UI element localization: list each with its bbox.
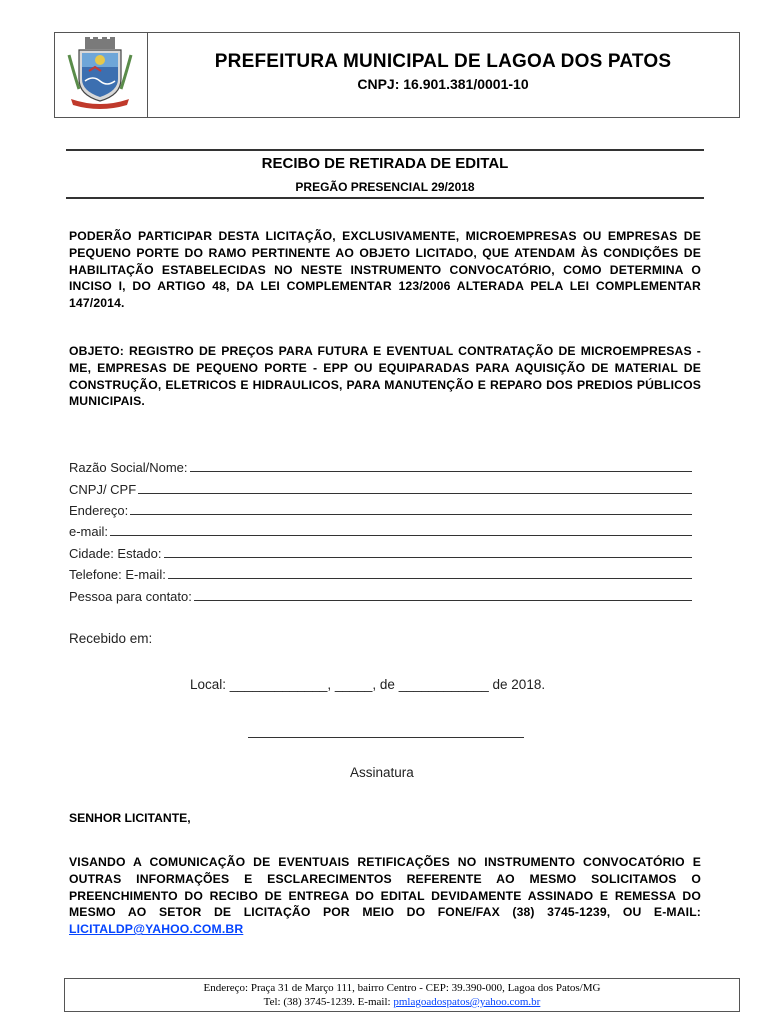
contato-field[interactable] <box>69 584 692 604</box>
cidade-estado-field[interactable] <box>69 541 692 561</box>
footer-email-link[interactable]: pmlagoadospatos@yahoo.com.br <box>393 996 541 1008</box>
telefone-email-label: Telefone: E-mail: <box>69 567 166 582</box>
title-top-rule <box>66 149 704 151</box>
footer-contact <box>65 995 739 1009</box>
notice-text: VISANDO A COMUNICAÇÃO DE EVENTUAIS RETIFICAÇÕES NO INSTRUMENTO CONVOCATÓRIO E OUTRAS INFORMAÇÕES E ESCLARECIMENTOS REFERENTE AO MESMO SOLICITAMOS O PREENCHIMENTO DO RECIBO DE ENTREGA DO EDITAL DEVIDAMENTE ASSINADO E REMESSA DO MESMO AO SETOR DE LICITAÇÃO POR MEIO DO FONE/FAX (38) 3745-1239, OU E-MAIL: <box>69 855 701 920</box>
endereco-label: Endereço: <box>69 503 129 518</box>
local-date-line[interactable]: Local: _____________, _____, de ____________ de 2018. <box>190 677 546 692</box>
letterhead <box>54 32 740 118</box>
licitacao-email-link[interactable]: LICITALDP@YAHOO.COM.BR <box>69 922 244 937</box>
endereco-field[interactable] <box>69 498 692 518</box>
municipal-coat-of-arms-icon <box>65 37 135 109</box>
email-label: e-mail: <box>69 524 109 539</box>
cidade-estado-label: Cidade: Estado: <box>69 546 162 561</box>
logo-cell <box>55 33 148 117</box>
notice-paragraph <box>69 854 701 938</box>
footer <box>64 978 740 1012</box>
org-title: PREFEITURA MUNICIPAL DE LAGOA DOS PATOS <box>214 51 672 72</box>
cnpj-cpf-label: CNPJ/ CPF <box>69 482 137 497</box>
recebido-em-label: Recebido em: <box>69 631 153 646</box>
contato-label: Pessoa para contato: <box>69 589 192 604</box>
senhor-licitante-heading: SENHOR LICITANTE, <box>69 811 191 825</box>
signature-caption: Assinatura <box>350 765 414 780</box>
objeto-paragraph: OBJETO: REGISTRO DE PREÇOS PARA FUTURA E EVENTUAL CONTRATAÇÃO DE MICROEMPRESAS - ME, EMPRESAS DE PEQUENO PORTE - EPP OU EQUIPARADAS PARA AQUISIÇÃO DE MATERIAL DE CONSTRUÇÃO, ELETRICOS E HIDRAULICOS, PARA MANUTENÇÃO E REPARO DOS PREDIOS PÚBLICOS MUNICIPAIS. <box>69 344 701 409</box>
document-subtitle: PREGÃO PRESENCIAL 29/2018 <box>295 180 475 194</box>
footer-tel: Tel: (38) 3745-1239. E-mail: <box>263 996 394 1008</box>
signature-line[interactable] <box>248 737 524 738</box>
org-cnpj: CNPJ: 16.901.381/0001-10 <box>357 76 529 92</box>
razao-social-label: Razão Social/Nome: <box>69 460 188 475</box>
title-bottom-rule <box>66 197 704 199</box>
participation-paragraph: PODERÃO PARTICIPAR DESTA LICITAÇÃO, EXCLUSIVAMENTE, MICROEMPRESAS OU EMPRESAS DE PEQUENO PORTE DO RAMO PERTINENTE AO OBJETO LICITADO, QUE ATENDAM ÀS CONDIÇÕES DE HABILITAÇÃO ESTABELECIDAS NO NESTE INSTRUMENTO CONVOCATÓRIO, COMO DETERMINA O INCISO I, DO ARTIGO 48, DA LEI COMPLEMENTAR 123/2006 ALTERADA PELA LEI COMPLEMENTAR 147/2014. <box>69 229 701 311</box>
telefone-email-field[interactable] <box>69 562 692 582</box>
cnpj-cpf-field[interactable] <box>69 477 692 497</box>
footer-address: Endereço: Praça 31 de Março 111, bairro Centro - CEP: 39.390-000, Lagoa dos Patos/MG <box>203 982 601 994</box>
email-field[interactable] <box>69 519 692 539</box>
razao-social-field[interactable] <box>69 455 692 475</box>
document-title: RECIBO DE RETIRADA DE EDITAL <box>261 155 509 172</box>
